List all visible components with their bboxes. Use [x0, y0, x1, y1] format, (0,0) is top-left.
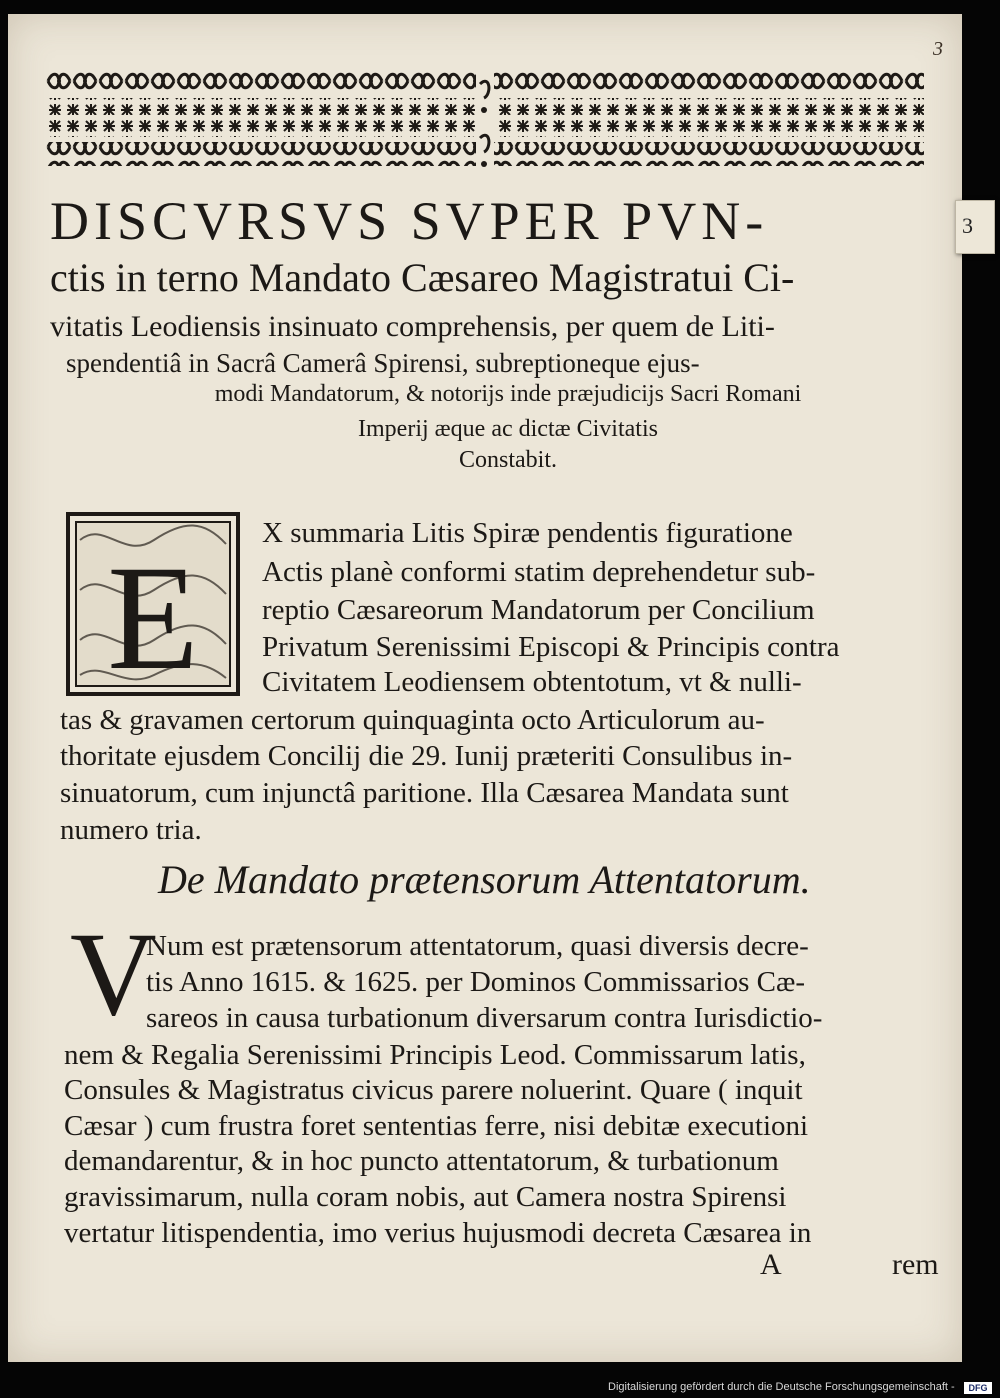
- svg-text:E: E: [107, 535, 199, 698]
- paragraph2-line-4: nem & Regalia Serenissimi Principis Leod. Commissarum latis,: [64, 1039, 806, 1071]
- title-line-6: Imperij æque ac dictæ Civitatis: [358, 416, 658, 442]
- page-tab: [955, 200, 995, 254]
- title-line-3: vitatis Leodiensis insinuato comprehensis, per quem de Liti-: [50, 310, 775, 343]
- paragraph1-line-7: thoritate ejusdem Concilij die 29. Iunij præteriti Consulibus in-: [60, 740, 793, 772]
- paragraph2-line-2: tis Anno 1615. & 1625. per Dominos Commissarios Cæ-: [146, 966, 805, 998]
- paragraph1-line-8: sinuatorum, cum injunctâ paritione. Illa Cæsarea Mandata sunt: [60, 777, 789, 809]
- footer-credit: Digitalisierung gefördert durch die Deutsche Forschungsgemeinschaft -: [608, 1381, 955, 1393]
- paragraph2-line-1: Num est prætensorum attentatorum, quasi diversis decre-: [146, 930, 809, 962]
- paragraph2-line-8: gravissimarum, nulla coram nobis, aut Camera nostra Spirensi: [64, 1181, 787, 1213]
- catchword: rem: [892, 1248, 939, 1281]
- initial-v: V: [70, 907, 157, 1040]
- tab-mark: 3: [962, 213, 973, 238]
- section-heading: De Mandato prætensorum Attentatorum.: [158, 857, 811, 902]
- page-number: 3: [933, 38, 943, 60]
- paragraph1-line-2: Actis planè conformi statim deprehendetur sub-: [262, 556, 816, 588]
- paragraph1-line-3: reptio Cæsareorum Mandatorum per Concilium: [262, 594, 815, 626]
- paragraph2-line-5: Consules & Magistratus civicus parere noluerint. Quare ( inquit: [64, 1074, 803, 1106]
- title-line-2: ctis in terno Mandato Cæsareo Magistratui Ci-: [50, 255, 795, 300]
- paragraph1-line-9: numero tria.: [60, 814, 202, 846]
- signature-mark: A: [760, 1248, 782, 1281]
- paragraph2-line-3: sareos in causa turbationum diversarum contra Iurisdictio-: [146, 1002, 823, 1034]
- paragraph1-line-4: Privatum Serenissimi Episcopi & Principis contra: [262, 631, 840, 663]
- paragraph2-line-6: Cæsar ) cum frustra foret sententias ferre, nisi debitæ executioni: [64, 1110, 809, 1142]
- paragraph1-line-1: X summaria Litis Spiræ pendentis figuratione: [262, 517, 793, 549]
- paragraph1-line-6: tas & gravamen certorum quinquaginta octo Articulorum au-: [60, 704, 765, 736]
- title-line-7: Constabit.: [458, 447, 557, 473]
- dfg-logo: DFG: [964, 1382, 992, 1394]
- paragraph1-line-5: Civitatem Leodiensem obtentotum, vt & nulli-: [262, 666, 802, 698]
- title-line-5: modi Mandatorum, & notorijs inde præjudicijs Sacri Romani: [214, 381, 802, 407]
- ornamental-border: [46, 70, 924, 178]
- paragraph2-line-7: demandarentur, & in hoc puncto attentatorum, & turbationum: [64, 1145, 779, 1177]
- initial-ornament-icon: [64, 510, 242, 698]
- paragraph2-line-9: vertatur litispendentia, imo verius hujusmodi decreta Cæsarea in: [64, 1217, 812, 1249]
- title-line-1: DISCVRSVS SVPER PVN-: [50, 191, 769, 251]
- decorated-initial-e: [64, 510, 242, 698]
- book-page: [8, 14, 962, 1362]
- title-line-4: spendentiâ in Sacrâ Camerâ Spirensi, subreptioneque ejus-: [66, 348, 700, 378]
